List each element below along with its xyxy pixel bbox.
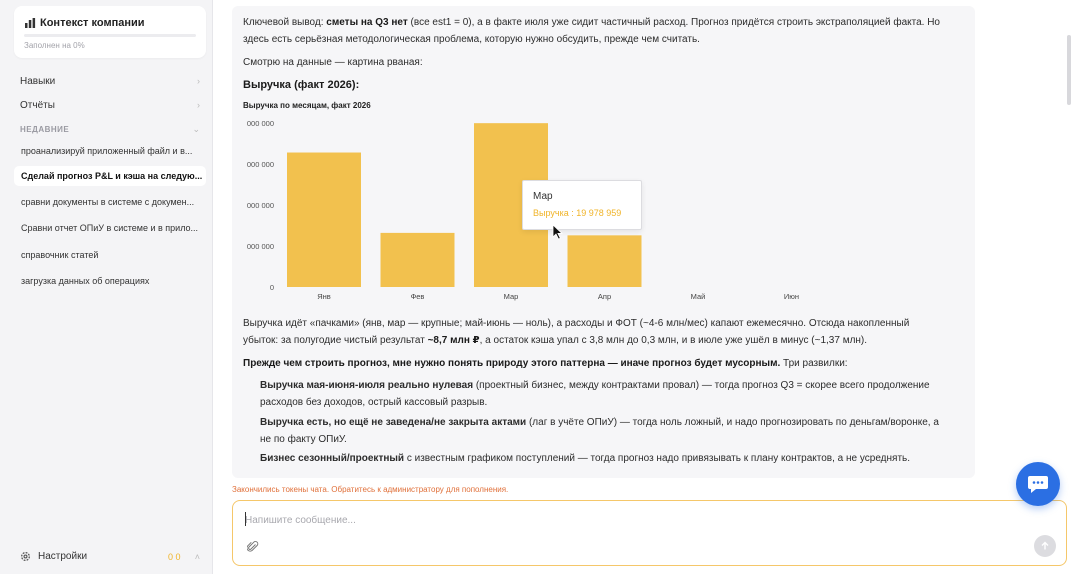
text-span: Выручка идёт «пачками» (янв, мар — крупные; май-июнь — ноль), а расходы и ФОТ (~4-6 млн/мес) капают ежемесячно. Отсюда накопленный (243, 318, 910, 329)
y-tick-label: 0 (269, 283, 274, 292)
list-item (260, 450, 960, 467)
y-tick-label: 000 000 (246, 201, 274, 210)
text-bold: Прежде чем строить прогноз, мне нужно понять природу этого паттерна — иначе прогноз будет мусорным. (243, 358, 781, 369)
sidebar-item-label: Навыки (20, 76, 56, 87)
arrow-up-icon (1040, 541, 1050, 551)
mouse-cursor-icon (552, 224, 564, 240)
list-item (260, 377, 960, 411)
text-span: Три развилки: (780, 358, 848, 369)
paperclip-icon[interactable] (247, 541, 259, 553)
message-input[interactable] (245, 511, 945, 529)
recent-chat-item[interactable]: справочник статей (21, 250, 99, 260)
list-item (260, 414, 960, 448)
intro-paragraph: Смотрю на данные — картина рваная: (243, 57, 423, 68)
x-tick-label: Апр (597, 292, 612, 301)
revenue-heading: Выручка (факт 2026): (243, 79, 360, 91)
bar-Апр[interactable] (568, 235, 642, 287)
send-button[interactable] (1034, 535, 1056, 557)
analysis-paragraph (243, 315, 963, 349)
text-span: , а остаток кэша упал с 3,8 млн до 0,3 млн, и в июле уже ушёл в минус (~1,37 млн). (479, 335, 868, 346)
tooltip-title: Мар (533, 191, 553, 202)
sidebar-item-reports[interactable] (20, 100, 55, 111)
sidebar-item-label: Отчёты (20, 100, 55, 111)
text-caret (245, 512, 246, 526)
recent-chat-item[interactable]: проанализируй приложенный файл и в... (21, 146, 193, 156)
text-bold: Выручка мая-июня-июля реально нулевая (260, 380, 474, 391)
company-context-card[interactable] (14, 6, 206, 58)
bar-Фев[interactable] (381, 233, 455, 287)
bar-Янв[interactable] (287, 153, 361, 287)
text-bold: ~8,7 млн ₽ (427, 335, 480, 346)
chat-bubble-icon (1027, 474, 1049, 494)
context-progress-bar (24, 34, 196, 37)
chevron-down-icon[interactable]: ⌄ (192, 124, 200, 134)
recent-chat-item-active[interactable]: Сделай прогноз P&L и кэша на следую... (14, 166, 206, 186)
chevron-right-icon: › (197, 100, 200, 110)
assistant-message (232, 6, 975, 478)
y-tick-label: 000 000 (246, 242, 274, 251)
settings-label: Настройки (38, 551, 88, 562)
recent-chat-item[interactable]: сравни документы в системе с докумен... (21, 197, 195, 207)
recent-section-label: НЕДАВНИЕ (20, 125, 70, 134)
chart-tooltip (522, 180, 642, 230)
text-span: расходов без доходов, острый кассовый разрыв. (260, 397, 488, 408)
company-context-title: Контекст компании (40, 17, 145, 29)
chart-title: Выручка по месяцам, факт 2026 (243, 101, 371, 110)
recent-chat-item[interactable]: Сравни отчет ОПиУ в системе и в прило... (21, 223, 199, 233)
text-span: Ключевой вывод: (243, 17, 327, 28)
text-span: не по факту ОПиУ. (260, 434, 347, 445)
settings-button[interactable] (20, 551, 87, 562)
message-composer (232, 500, 1067, 566)
sidebar (0, 0, 213, 574)
text-span: убыток: за полугодие чистый результат (243, 335, 428, 346)
y-tick-label: 000 000 (246, 119, 274, 128)
chart-icon (24, 17, 36, 29)
gear-icon (20, 551, 31, 562)
text-span: с известным графиком поступлений — тогда прогноз надо привязывать к плану контрактов, а не усреднять. (404, 453, 911, 464)
tooltip-value: Выручка : 19 978 959 (533, 208, 622, 218)
text-span: (все est1 = 0), а в факте июля уже сидит частичный расход. Прогноз придётся строить экстраполяцией факта. Но (407, 17, 940, 28)
chevron-up-icon[interactable]: ˄ (194, 552, 200, 562)
token-limit-warning: Закончились токены чата. Обратитесь к администратору для пополнения. (232, 485, 509, 494)
question-paragraph (243, 355, 963, 372)
text-span: (лаг в учёте ОПиУ) — тогда ноль ложный, и надо прогнозировать по деньгам/воронке, а (526, 417, 939, 428)
x-tick-label: Янв (317, 292, 331, 301)
chevron-right-icon: › (197, 76, 200, 86)
recent-chat-item[interactable]: загрузка данных об операциях (21, 276, 150, 286)
text-bold: Бизнес сезонный/проектный (260, 453, 405, 464)
y-tick-label: 000 000 (246, 160, 274, 169)
key-takeaway-paragraph (243, 14, 963, 48)
chat-support-button[interactable] (1016, 462, 1060, 506)
text-span: здесь есть серьёзная методологическая проблема, которую нужно обсудить, прежде чем считать. (243, 34, 700, 45)
scrollbar-thumb[interactable] (1067, 35, 1071, 105)
text-bold: сметы на Q3 нет (326, 17, 408, 28)
x-tick-label: Май (690, 292, 706, 301)
x-tick-label: Мар (503, 292, 519, 301)
context-fill-status: Заполнен на 0% (24, 41, 85, 50)
x-tick-label: Июн (783, 292, 800, 301)
text-bold: Выручка есть, но ещё не заведена/не закрыта актами (260, 417, 527, 428)
text-span: (проектный бизнес, между контрактами провал) — тогда прогноз Q3 = скорее всего продолжение (473, 380, 930, 391)
sidebar-item-skills[interactable] (20, 76, 55, 87)
x-tick-label: Фев (410, 292, 425, 301)
token-counter-badge: 0 0 (168, 552, 181, 562)
